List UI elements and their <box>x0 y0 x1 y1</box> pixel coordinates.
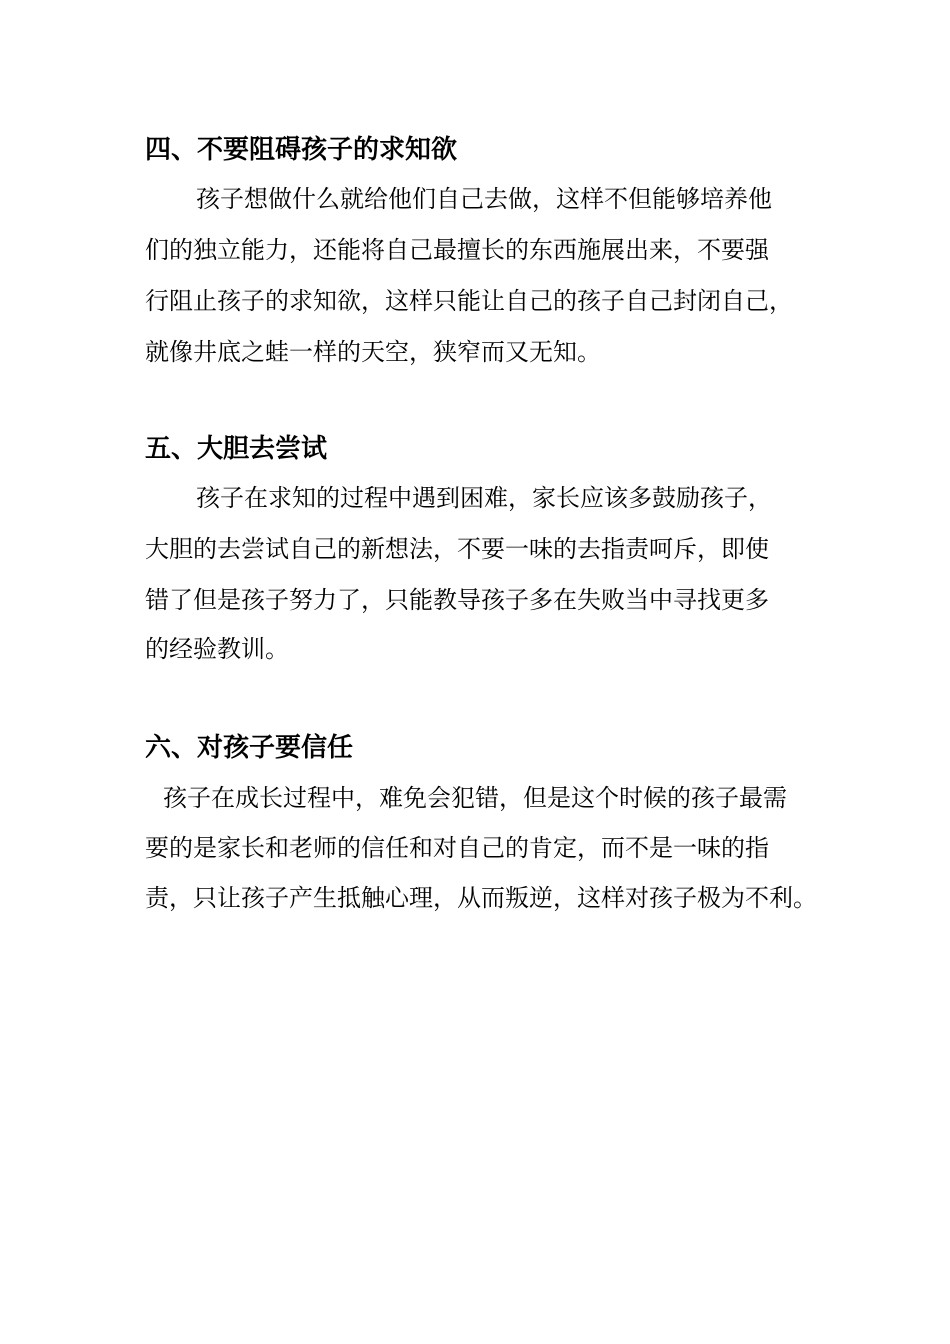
section-4-line-4: 就像井底之蛙一样的天空，狭窄而又无知。 <box>145 338 601 366</box>
section-4-line-1: 孩子想做什么就给他们自己去做，这样不但能够培养他 <box>196 185 772 213</box>
section-6-line-2: 要的是家长和老师的信任和对自己的肯定，而不是一味的指 <box>145 834 769 862</box>
section-6-line-1: 孩子在成长过程中，难免会犯错，但是这个时候的孩子最需 <box>163 784 787 812</box>
section-5-line-3: 错了但是孩子努力了，只能教导孩子多在失败当中寻找更多 <box>145 586 769 614</box>
section-5-line-2: 大胆的去尝试自己的新想法，不要一味的去指责呵斥，即使 <box>145 535 769 563</box>
section-4-line-3: 行阻止孩子的求知欲，这样只能让自己的孩子自己封闭自己， <box>145 287 793 315</box>
section-4-line-2: 们的独立能力，还能将自己最擅长的东西施展出来，不要强 <box>145 236 769 264</box>
section-5-line-4: 的经验教训。 <box>145 635 289 663</box>
section-6-heading: 六、对孩子要信任 <box>145 733 354 763</box>
section-4-heading: 四、不要阻碍孩子的求知欲 <box>145 135 458 165</box>
section-5-line-1: 孩子在求知的过程中遇到困难，家长应该多鼓励孩子， <box>196 484 772 512</box>
section-6-line-3: 责，只让孩子产生抵触心理，从而叛逆，这样对孩子极为不利。 <box>145 884 817 912</box>
section-5-heading: 五、大胆去尝试 <box>145 434 328 464</box>
